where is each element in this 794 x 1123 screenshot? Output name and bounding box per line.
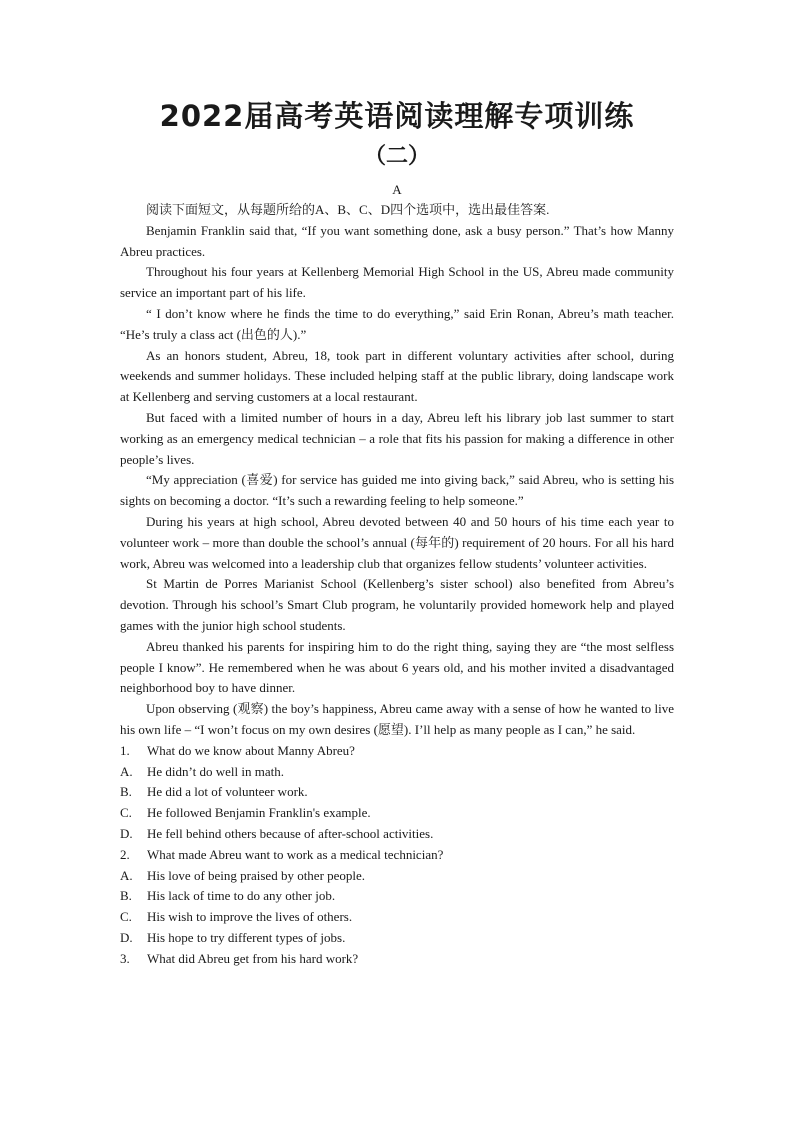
question-text: What do we know about Manny Abreu? [147, 742, 355, 758]
option-letter: D. [120, 929, 133, 945]
option-line [120, 803, 674, 824]
question-list [120, 741, 674, 970]
passage-paragraph: During his years at high school, Abreu devoted between 40 and 50 hours of his time each year to volunteer work – more than double the school’s annual (每年的) requirement of 20 hours. For all his hard work, Abreu was welcomed into a leadership club that organizes fellow students’ volunteer activities. [120, 513, 674, 571]
option-line [120, 782, 674, 803]
question-number: 2. [120, 846, 130, 862]
option-text: His love of being praised by other people. [147, 867, 366, 883]
section-label: A [392, 182, 402, 197]
question-line [120, 845, 674, 866]
option-letter: D. [120, 825, 133, 841]
option-line [120, 762, 674, 783]
question-number: 1. [120, 742, 130, 758]
question-text: What did Abreu get from his hard work? [147, 950, 359, 966]
option-line [120, 824, 674, 845]
question-line [120, 949, 674, 970]
document-title: 2022届高考英语阅读理解专项训练 [159, 99, 635, 133]
passage-paragraph: Upon observing (观察) the boy’s happiness, Abreu came away with a sense of how he wanted to live his own life – “I won’t focus on my own desires (愿望). I’ll help as many people as I can,” he said. [120, 701, 674, 737]
option-line [120, 907, 674, 928]
option-line [120, 928, 674, 949]
option-text: His wish to improve the lives of others. [147, 909, 353, 925]
question-text: What made Abreu want to work as a medical technician? [147, 846, 444, 862]
option-letter: A. [120, 867, 133, 883]
option-letter: A. [120, 763, 133, 779]
option-text: His hope to try different types of jobs. [147, 929, 346, 945]
option-letter: C. [120, 805, 132, 821]
passage-paragraph: Throughout his four years at Kellenberg Memorial High School in the US, Abreu made community service an important part of his life. [120, 264, 674, 301]
option-line [120, 866, 674, 887]
option-letter: C. [120, 909, 132, 925]
option-text: He did a lot of volunteer work. [147, 784, 308, 800]
passage [120, 221, 674, 741]
option-text: He followed Benjamin Franklin's example. [147, 805, 371, 821]
passage-paragraph: Benjamin Franklin said that, “If you want something done, ask a busy person.” That’s how Manny Abreu practices. [120, 222, 674, 259]
option-letter: B. [120, 784, 132, 800]
option-letter: B. [120, 888, 132, 904]
passage-paragraph: Abreu thanked his parents for inspiring him to do the right thing, saying they are “the most selfless people I know”. He remembered when he was about 6 years old, and his mother invited a disadvantaged neighborhood boy to have dinner. [120, 638, 674, 696]
instructions: 阅读下面短文，从每题所给的A、B、C、D四个选项中，选出最佳答案. [146, 202, 550, 217]
option-text: He didn’t do well in math. [147, 763, 284, 779]
option-line [120, 886, 674, 907]
passage-paragraph: “ I don’t know where he finds the time to do everything,” said Erin Ronan, Abreu’s math teacher. “He’s truly a class act (出色的人).” [120, 305, 674, 342]
passage-paragraph: But faced with a limited number of hours in a day, Abreu left his library job last summer to start working as an emergency medical technician – a role that fits his passion for making a difference in other people’s lives. [120, 409, 674, 467]
option-text: He fell behind others because of after-school activities. [147, 825, 434, 841]
question-number: 3. [120, 950, 130, 966]
document-subtitle: （二） [363, 144, 430, 169]
option-text: His lack of time to do any other job. [147, 888, 336, 904]
passage-paragraph: “My appreciation (喜爱) for service has guided me into giving back,” said Abreu, who is setting his sights on becoming a doctor. “It’s such a rewarding feeling to help someone.” [120, 472, 674, 509]
passage-paragraph: St Martin de Porres Marianist School (Kellenberg’s sister school) also benefited from Abreu’s devotion. Through his school’s Smart Club program, he voluntarily provided homework help and played games with the junior high school students. [120, 576, 674, 633]
question-line [120, 741, 674, 762]
passage-paragraph: As an honors student, Abreu, 18, took part in different voluntary activities after school, during weekends and summer holidays. These included helping staff at the public library, doing landscape work at Kellenberg and serving customers at a local restaurant. [120, 347, 674, 405]
